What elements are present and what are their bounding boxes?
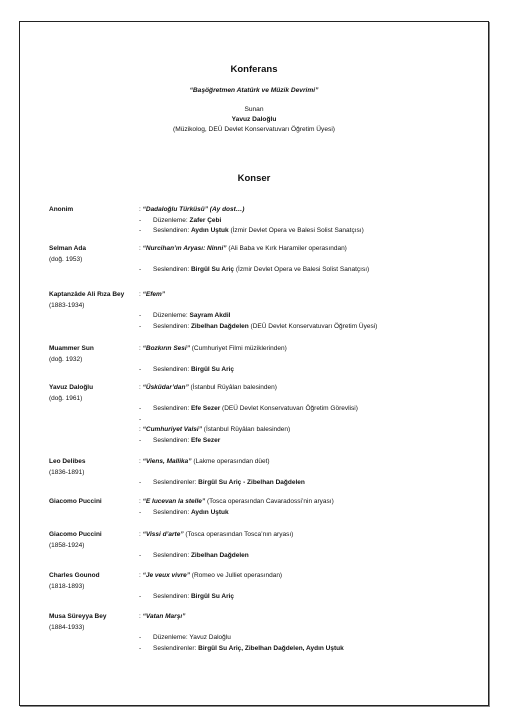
dash-bullet: - xyxy=(139,266,142,273)
work-block xyxy=(139,530,293,562)
composer-name: Giacomo Puccini xyxy=(49,498,102,505)
dash-bullet: - xyxy=(139,322,142,330)
work-block xyxy=(139,290,377,332)
composer-dates: (doğ. 1953) xyxy=(49,255,83,263)
work-title: “Cumhuriyet Valsi” xyxy=(142,426,202,433)
spacer xyxy=(139,355,287,366)
work-block xyxy=(139,383,358,446)
composer-dates: (1818-1893) xyxy=(49,582,85,590)
dash-bullet: - xyxy=(139,227,142,234)
composer-block xyxy=(49,457,144,478)
work-source: (Ali Baba ve Kırk Haramiler operasından) xyxy=(226,245,347,252)
composer-dates: (doğ. 1961) xyxy=(49,394,83,402)
composer-block xyxy=(49,612,144,633)
performer-name: Zibelhan Dağdelen xyxy=(190,322,249,330)
dash-bullet: - xyxy=(139,436,142,444)
composer-name: Muammer Sun xyxy=(49,345,94,352)
composer-block xyxy=(49,530,144,551)
work-title: “Dadaloğlu Türküsü” (Ay dost…) xyxy=(142,206,245,213)
dash-bullet: - xyxy=(139,479,142,486)
work-title-line: : “Dadaloğlu Türküsü” (Ay dost…) xyxy=(139,206,245,213)
dash-bullet: - xyxy=(139,644,142,652)
performer-name: Birgül Su Ariç xyxy=(190,366,235,373)
work-title: “Efem” xyxy=(142,291,166,298)
composer-dates: (doğ. 1932) xyxy=(49,355,83,363)
composer-block xyxy=(49,290,144,311)
credit-line: - Seslendirenler: Birgül Su Ariç, Zibelhan Dağdelen, Aydın Uştuk xyxy=(139,644,344,655)
composer-block xyxy=(49,244,144,265)
work-title: “Vatan Marşı” xyxy=(142,613,186,620)
dash-bullet: - xyxy=(139,366,142,373)
composer-name: Anonim xyxy=(49,206,74,213)
work-title-line: : “E lucevan la stelle” (Tosca operasından Cavaradossi’nin aryası) xyxy=(139,498,334,505)
dash-bullet: - xyxy=(139,593,142,600)
work-title-line: : “Nurcihan’ın Aryası: Ninni” (Ali Baba ve Kırk Haramiler operasından) xyxy=(139,245,347,252)
composer-name: Yavuz Daloğlu xyxy=(49,384,94,391)
work-block xyxy=(139,571,282,603)
dash-bullet: - xyxy=(139,312,142,319)
performer-name: Zafer Çebi xyxy=(189,216,222,224)
dash-bullet: - xyxy=(139,552,142,559)
performer-name: Aydın Uştuk xyxy=(190,508,229,516)
composer-dates: (1836-1891) xyxy=(49,468,85,476)
work-title: “Je veux vivre” xyxy=(142,572,190,579)
work-title: “Üsküdar’dan” xyxy=(142,384,189,391)
credit-line: - Seslendirenler: Birgül Su Ariç - Zibelhan Dağdelen xyxy=(139,478,305,489)
lecture-title: “Başöğretmen Atatürk ve Müzik Devrimi” xyxy=(189,87,319,94)
credit-line: - Seslendiren: Birgül Su Ariç xyxy=(139,365,287,376)
credit-line: - Seslendiren: Zibelhan Dağdelen (DEÜ Devlet Konservatuvarı Öğretim Üyesi) xyxy=(139,322,377,333)
document-page xyxy=(19,21,489,706)
dash-bullet: - xyxy=(139,634,142,641)
credit-line: - Seslendiren: Birgül Su Ariç xyxy=(139,592,282,603)
dash-bullet: - xyxy=(139,216,142,224)
composer-name: Musa Süreyya Bey xyxy=(49,613,107,620)
credit-line: - Düzenleme: Sayram Akdil xyxy=(139,311,377,322)
spacer xyxy=(139,394,358,405)
performer-name: Zibelhan Dağdelen xyxy=(190,552,249,559)
composer-dates: (1884-1933) xyxy=(49,623,85,631)
spacer xyxy=(139,301,377,312)
performer-name: Birgül Su Ariç xyxy=(190,593,235,600)
composer-block xyxy=(49,205,144,216)
work-title-line: : “Vatan Marşı” xyxy=(139,613,186,620)
performer-name: Efe Sezer xyxy=(190,436,221,444)
work-title: “Viens, Mallika” xyxy=(142,458,192,465)
work-block xyxy=(139,612,344,654)
credit-line: - Seslendiren: Efe Sezer xyxy=(139,436,358,447)
performer-name: Sayram Akdil xyxy=(189,312,231,319)
work-title-line: : “Vissi d’arte” (Tosca operasından Tosca’nın aryası) xyxy=(139,531,294,538)
work-block xyxy=(139,457,305,489)
performer-name: Aydın Uştuk xyxy=(190,227,229,234)
conference-heading: Konferans xyxy=(230,64,278,75)
work-source: (Lakme operasından düet) xyxy=(191,458,270,465)
spacer xyxy=(139,255,369,266)
credit-line: - Düzenleme: Zafer Çebi xyxy=(139,216,364,227)
work-block xyxy=(139,205,364,237)
work-title-line: : “Efem” xyxy=(139,291,166,298)
dash-bullet: - xyxy=(139,405,142,412)
spacer xyxy=(139,582,282,593)
composer-name: Giacomo Puccini xyxy=(49,531,102,538)
composer-block xyxy=(49,383,144,404)
dash-bullet: - xyxy=(139,508,142,516)
work-block xyxy=(139,344,287,376)
credit-line: - Seslendiren: Birgül Su Ariç (İzmir Devlet Opera ve Balesi Solist Sanatçısı) xyxy=(139,265,369,276)
composer-name: Selman Ada xyxy=(49,245,86,252)
composer-block xyxy=(49,344,144,365)
performer-name: Birgül Su Ariç xyxy=(190,266,235,273)
work-block xyxy=(139,497,334,518)
credit-line: - Seslendiren: Efe Sezer (DEÜ Devlet Konservatuvarı Öğretim Görevlisi) xyxy=(139,404,358,415)
performer-name: Birgül Su Ariç - Zibelhan Dağdelen xyxy=(198,479,305,486)
concert-heading: Konser xyxy=(237,173,271,184)
composer-name: Charles Gounod xyxy=(49,572,100,579)
performer-name: Efe Sezer xyxy=(190,405,221,412)
composer-name: Leo Delibes xyxy=(49,458,86,465)
work-source: (Tosca operasından Tosca’nın aryası) xyxy=(183,531,294,538)
composer-block xyxy=(49,497,144,508)
work-title-line: : “Üsküdar’dan” (İstanbul Rüyâları balesinden) xyxy=(139,384,277,391)
credit-line xyxy=(139,415,358,426)
work-source: (Cumhuriyet Filmi müziklerinden) xyxy=(189,345,287,352)
spacer xyxy=(139,623,344,634)
composer-name: Kaptanzâde Ali Rıza Bey xyxy=(49,291,125,298)
work-source: (Tosca operasından Cavaradossi’nin aryası) xyxy=(205,498,334,505)
work-title-line: : “Bozkırın Sesi” (Cumhuriyet Filmi müziklerinden) xyxy=(139,345,287,352)
work-source: (İstanbul Rüyâları balesinden) xyxy=(188,384,277,391)
work-title-line: : “Viens, Mallika” (Lakme operasından düet) xyxy=(139,458,270,465)
work-title-line: : “Je veux vivre” (Romeo ve Julliet operasından) xyxy=(139,572,283,579)
work-title: “Nurcihan’ın Aryası: Ninni” xyxy=(142,245,227,252)
dash-bullet: - xyxy=(139,415,142,423)
work-source: (Romeo ve Julliet operasından) xyxy=(189,572,283,579)
work-title: “Bozkırın Sesi” xyxy=(142,345,190,352)
speaker-name: Yavuz Daloğlu xyxy=(231,116,277,123)
work-title-line: : “Cumhuriyet Valsi” (İstanbul Rüyâları balesinden) xyxy=(139,426,291,433)
presents-label: Sunan xyxy=(244,106,264,113)
work-block xyxy=(139,244,369,276)
credit-line: - Seslendiren: Aydın Uştuk xyxy=(139,508,334,519)
work-title: “Vissi d’arte” xyxy=(142,531,184,538)
work-title: “E lucevan la stelle” xyxy=(142,498,206,505)
composer-dates: (1883-1934) xyxy=(49,301,85,309)
speaker-role: (Müzikolog, DEÜ Devlet Konservatuvarı Öğretim Üyesi) xyxy=(173,126,335,133)
spacer xyxy=(139,541,293,552)
composer-block xyxy=(49,571,144,592)
performer-name: Birgül Su Ariç, Zibelhan Dağdelen, Aydın Uştuk xyxy=(198,644,344,652)
spacer xyxy=(139,468,305,479)
credit-line: - Seslendiren: Zibelhan Dağdelen xyxy=(139,551,293,562)
composer-dates: (1858-1924) xyxy=(49,541,85,549)
work-source: (İstanbul Rüyâları balesinden) xyxy=(201,426,291,433)
credit-line: - Düzenleme: Yavuz Daloğlu xyxy=(139,633,344,644)
credit-line: - Seslendiren: Aydın Uştuk (İzmir Devlet Opera ve Balesi Solist Sanatçısı) xyxy=(139,226,364,237)
